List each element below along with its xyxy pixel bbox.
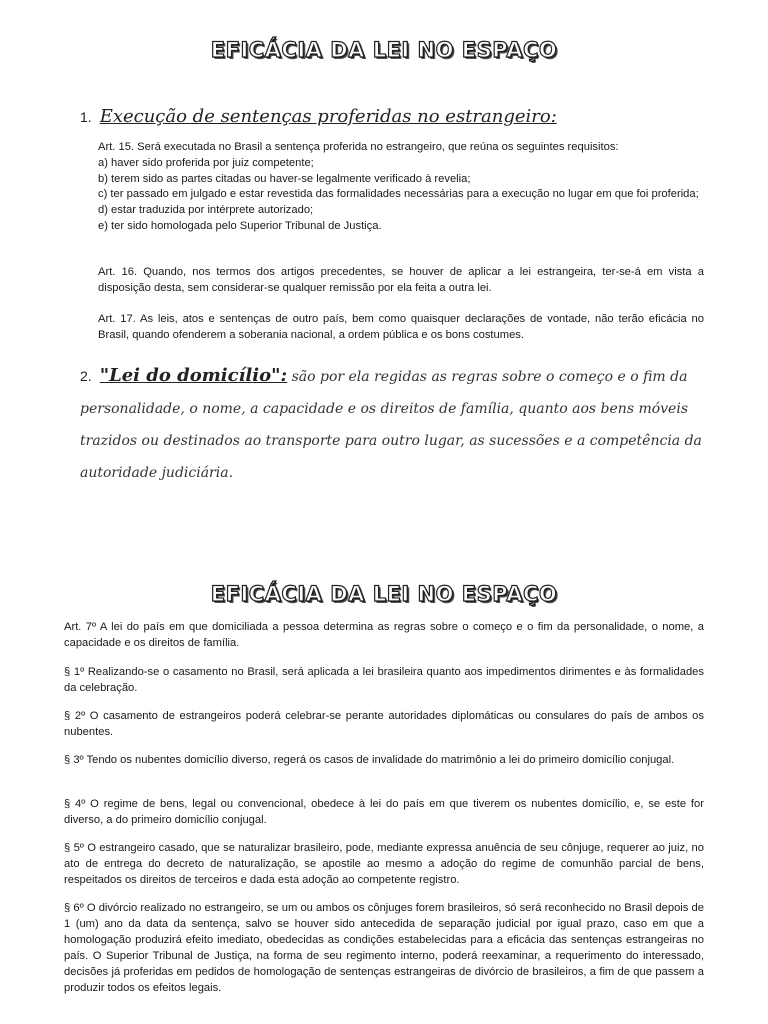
- art-15-item-e: e) ter sido homologada pelo Superior Tribunal de Justiça.: [98, 219, 382, 232]
- item-2-text: são por ela regidas as regras sobre o começo e o fim da personalidade, o nome, a capacidade e os direitos de família, quanto aos bens móveis trazidos ou destinados ao transporte para outro lugar, as sucessões e a competência da autoridade judiciária.: [80, 369, 702, 481]
- art-15-item-c: c) ter passado em julgado e estar revestida das formalidades necessárias para a execução no lugar em que foi proferida;: [98, 188, 699, 201]
- paragraph-5-text: § 5º O estrangeiro casado, que se naturalizar brasileiro, pode, mediante expressa anuência de seu cônjuge, requerer ao juiz, no ato de entrega do decreto de naturalização, se apostile ao mesmo a adoção do regime de comunhão parcial de bens, respeitados os direitos de terceiros e dada esta adoção ao competente registro.: [64, 842, 704, 886]
- section-2-title: EFICÁCIA DA LEI NO ESPAÇO: [210, 582, 558, 606]
- paragraph-1-text: § 1º Realizando-se o casamento no Brasil, será aplicada a lei brasileira quanto aos impedimentos dirimentes e às formalidades da celebração.: [64, 666, 704, 694]
- art-16-block: [98, 265, 704, 297]
- item-1-heading: [80, 106, 710, 127]
- item-2-paragraph: [80, 360, 720, 489]
- paragraph-3-block: [64, 752, 704, 768]
- art-15-item-a: a) haver sido proferida por juiz competente;: [98, 156, 314, 169]
- art-7-text: Art. 7º A lei do país em que domiciliada a pessoa determina as regras sobre o começo e o fim da personalidade, o nome, a capacidade e os direitos de família.: [64, 621, 704, 649]
- paragraph-3-text: § 3º Tendo os nubentes domicílio diverso, regerá os casos de invalidade do matrimônio a lei do primeiro domicílio conjugal.: [64, 754, 675, 766]
- paragraph-2-block: [64, 708, 704, 740]
- item-2-label: "Lei do domicílio":: [99, 365, 288, 386]
- item-1-label: Execução de sentenças proferidas no estrangeiro:: [99, 106, 557, 127]
- art-15-item-b: b) terem sido as partes citadas ou haver-se legalmente verificado à revelia;: [98, 172, 471, 185]
- page-title: EFICÁCIA DA LEI NO ESPAÇO: [210, 38, 558, 62]
- art-15-item-d: d) estar traduzida por intérprete autorizado;: [98, 204, 314, 217]
- paragraph-4-text: § 4º O regime de bens, legal ou convencional, obedece à lei do país em que tiverem os nubentes domicílio, e, se este for diverso, a do primeiro domicílio conjugal.: [64, 798, 704, 826]
- item-2-number: 2.: [80, 368, 92, 384]
- art-15-block: [98, 140, 704, 235]
- paragraph-6-block: [64, 900, 704, 996]
- art-16-text: Art. 16. Quando, nos termos dos artigos precedentes, se houver de aplicar a lei estrangeira, ter-se-á em vista a disposição desta, sem considerar-se qualquer remissão por ela feita a outra lei.: [98, 266, 704, 294]
- paragraph-4-block: [64, 796, 704, 828]
- paragraph-2-text: § 2º O casamento de estrangeiros poderá celebrar-se perante autoridades diplomáticas ou consulares do país de ambos os nubentes.: [64, 710, 704, 738]
- paragraph-1-block: [64, 664, 704, 696]
- art-17-text: Art. 17. As leis, atos e sentenças de outro país, bem como quaisquer declarações de vontade, não terão eficácia no Brasil, quando ofenderem a soberania nacional, a ordem pública e os bons costumes.: [98, 313, 704, 341]
- art-7-block: [64, 619, 704, 651]
- item-1-number: 1.: [80, 109, 92, 125]
- art-17-block: [98, 312, 704, 344]
- art-15-intro: Art. 15. Será executada no Brasil a sentença proferida no estrangeiro, que reúna os seguintes requisitos:: [98, 141, 619, 153]
- paragraph-5-block: [64, 840, 704, 888]
- paragraph-6-text: § 6º O divórcio realizado no estrangeiro, se um ou ambos os cônjuges forem brasileiros, só será reconhecido no Brasil depois de 1 (um) ano da data da sentença, salvo se houver sido antecedida de separação judicial por igual prazo, caso em que a homologação produzirá efeito imediato, obedecidas as condições estabelecidas para a eficácia das sentenças estrangeiras no país. O Superior Tribunal de Justiça, na forma de seu regimento interno, poderá reexaminar, a requerimento do interessado, decisões já proferidas em pedidos de homologação de sentenças estrangeiras de divórcio de brasileiros, a fim de que passem a produzir todos os efeitos legais.: [64, 902, 704, 994]
